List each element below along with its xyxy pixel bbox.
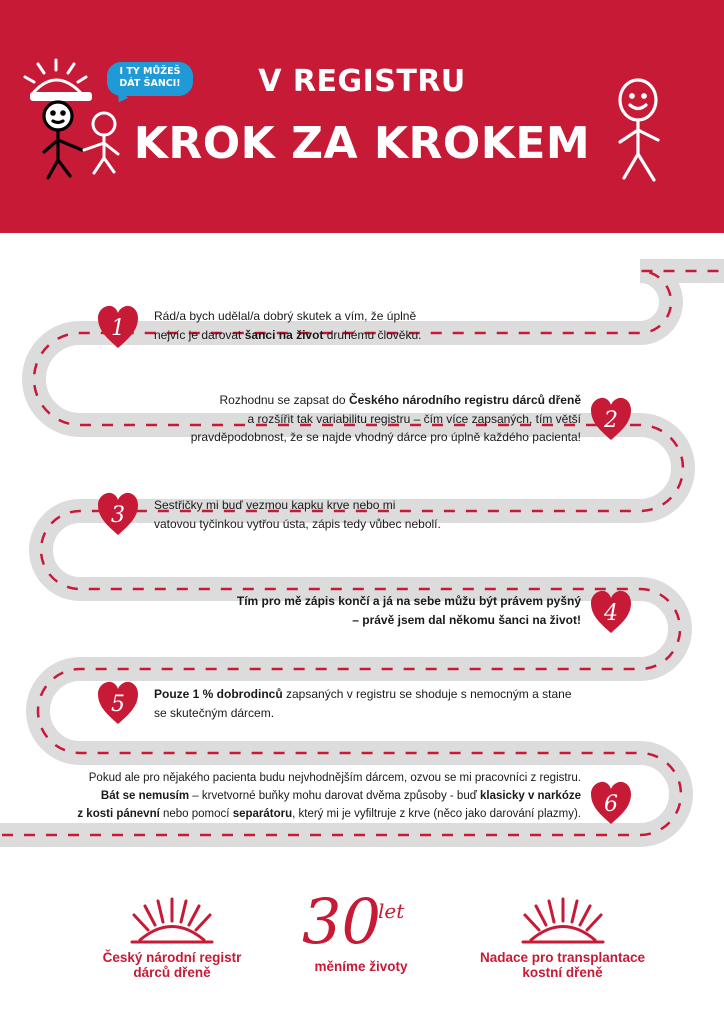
step-6-text-part: separátoru [232, 808, 293, 820]
step-number-6: 6 [604, 792, 618, 817]
logo-center-tagline: měníme životy [314, 959, 408, 974]
step-5-text-part: zapsaných v registru se shoduje s nemocným a stane [282, 687, 572, 701]
bubble-line-1: I TY MŮŽEŠ [119, 66, 181, 77]
step-number-1: 1 [111, 316, 125, 341]
stick-figure-smiling-icon [604, 78, 674, 188]
step-6-text-part: – krvetvorné buňky mohu darovat dvěma způsoby - buď [189, 790, 480, 802]
page-subtitle: V REGISTRU [258, 64, 466, 99]
step-1-text [154, 307, 614, 344]
step-2-text-part: Rozhodnu se zapsat do [219, 393, 349, 407]
step-4-text [141, 592, 581, 629]
step-1-text-part: nejvíc je darovat [154, 327, 245, 342]
step-5-text [154, 685, 614, 722]
step-6-text-part: Bát se nemusím [100, 790, 190, 802]
heart-icon-2 [589, 395, 633, 443]
step-number-2: 2 [604, 408, 618, 433]
logo-30-number: 30 [302, 885, 381, 958]
step-2-text-part: pravděpodobnost, že se najde vhodný dárce pro úplně každého pacienta! [190, 430, 581, 444]
step-4-text-part: Tím pro mě zápis končí a já na sebe můžu být právem pyšný [236, 594, 581, 608]
heart-icon-1 [96, 303, 140, 351]
step-1-text-part: Rád/a bych udělal/a dobrý skutek a vím, že úplně [154, 309, 417, 323]
step-3-text [154, 496, 594, 533]
logo-left-line-2: dárců dřeně [133, 965, 211, 980]
step-5-text-part: se skutečným dárcem. [154, 705, 275, 720]
step-number-4: 4 [604, 601, 618, 626]
sunrise-logo-icon [517, 895, 609, 945]
step-3-text-part: vatovou tyčinkou vytřou ústa, zápis tedy vůbec nebolí. [154, 516, 441, 531]
step-6-text-part: klasicky v narkóze [479, 790, 581, 802]
step-number-3: 3 [111, 503, 125, 528]
page-title: KROK ZA KROKEM [133, 118, 591, 169]
heart-icon-4 [589, 588, 633, 636]
heart-icon-6 [589, 779, 633, 827]
step-1-text-part: šanci na život [244, 327, 324, 342]
logo-left-line-1: Český národní registr [102, 950, 242, 965]
logo-foundation [470, 895, 655, 980]
step-6-text-part: nebo pomocí [159, 808, 233, 820]
step-1-text-part: druhému člověku. [323, 327, 422, 342]
step-4-text-part: – právě jsem dal někomu šanci na život! [352, 612, 581, 627]
step-6-text-part: Pokud ale pro nějakého pacienta budu nejvhodnějším dárcem, ozvou se mi pracovníci z registru. [88, 772, 581, 784]
sunrise-logo-icon [126, 895, 218, 945]
heart-icon-5 [96, 679, 140, 727]
heart-icon-3 [96, 490, 140, 538]
step-number-5: 5 [111, 692, 125, 717]
bubble-line-2: DÁT ŠANCI! [119, 78, 181, 89]
logo-let-word: let [378, 899, 405, 923]
step-2-text [111, 391, 581, 447]
step-2-text-part: Českého národního registru dárců dřeně [348, 393, 581, 407]
step-3-text-part: Sestřičky mi buď vezmou kapku krve nebo mi [154, 498, 396, 512]
step-6-text-part: z kosti pánevní [77, 808, 160, 820]
step-6-text-part: , který mi je vyfiltruje z krve (něco jako darování plazmy). [292, 808, 581, 820]
logo-right-line-1: Nadace pro transplantace [479, 950, 646, 965]
step-6-text [11, 769, 581, 823]
logo-30-years [296, 885, 426, 974]
header-banner [0, 0, 724, 233]
step-5-text-part: Pouze 1 % dobrodinců [154, 687, 283, 701]
logo-right-line-2: kostní dřeně [522, 965, 603, 980]
logo-czech-registry [92, 895, 252, 980]
step-2-text-part: a rozšířit tak variabilitu registru – čím více zapsaných, tím větší [247, 411, 581, 426]
